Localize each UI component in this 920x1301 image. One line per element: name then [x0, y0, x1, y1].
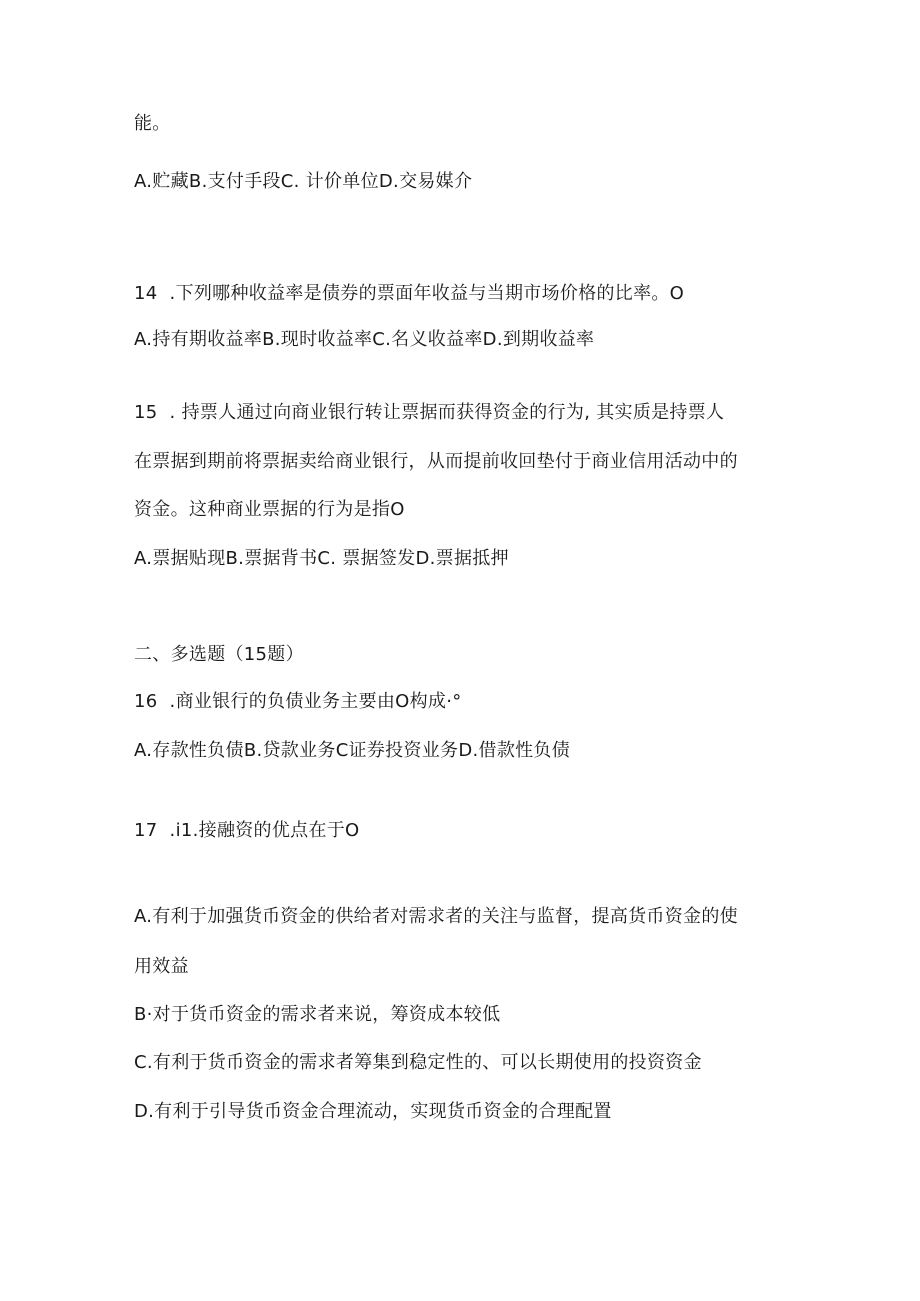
question-16: 16 .商业银行的负债业务主要由O构成·°	[134, 691, 462, 712]
question-17: 17 .i1.接融资的优点在于O	[134, 820, 360, 841]
option-q17-d: D.有利于引导货币资金合理流动，实现货币资金的合理配置	[134, 1101, 612, 1122]
question-15-line-3: 资金。这种商业票据的行为是指O	[134, 499, 405, 520]
options-q16: A.存款性负债B.贷款业务C证券投资业务D.借款性负债	[134, 740, 571, 761]
options-q15: A.票据贴现B.票据背书C. 票据签发D.票据抵押	[134, 548, 509, 569]
options-q13: A.贮藏B.支付手段C. 计价单位D.交易媒介	[134, 171, 473, 192]
text-line-prev-question-end: 能。	[134, 113, 171, 134]
question-14: 14 .下列哪种收益率是债券的票面年收益与当期市场价格的比率。O	[134, 283, 685, 304]
options-q14: A.持有期收益率B.现时收益率C.名义收益率D.到期收益率	[134, 329, 595, 350]
option-q17-a-line-2: 用效益	[134, 956, 189, 977]
section-heading-multiple-choice: 二、多选题（15题）	[134, 644, 304, 665]
option-q17-b: B·对于货币资金的需求者来说，筹资成本较低	[134, 1004, 501, 1025]
question-15-line-2: 在票据到期前将票据卖给商业银行，从而提前收回垫付于商业信用活动中的	[134, 451, 738, 472]
option-q17-c: C.有利于货币资金的需求者筹集到稳定性的、可以长期使用的投资资金	[134, 1052, 702, 1073]
option-q17-a-line-1: A.有利于加强货币资金的供给者对需求者的关注与监督，提高货币资金的使	[134, 906, 738, 927]
question-15-line-1: 15 . 持票人通过向商业银行转让票据而获得资金的行为, 其实质是持票人	[134, 402, 725, 423]
